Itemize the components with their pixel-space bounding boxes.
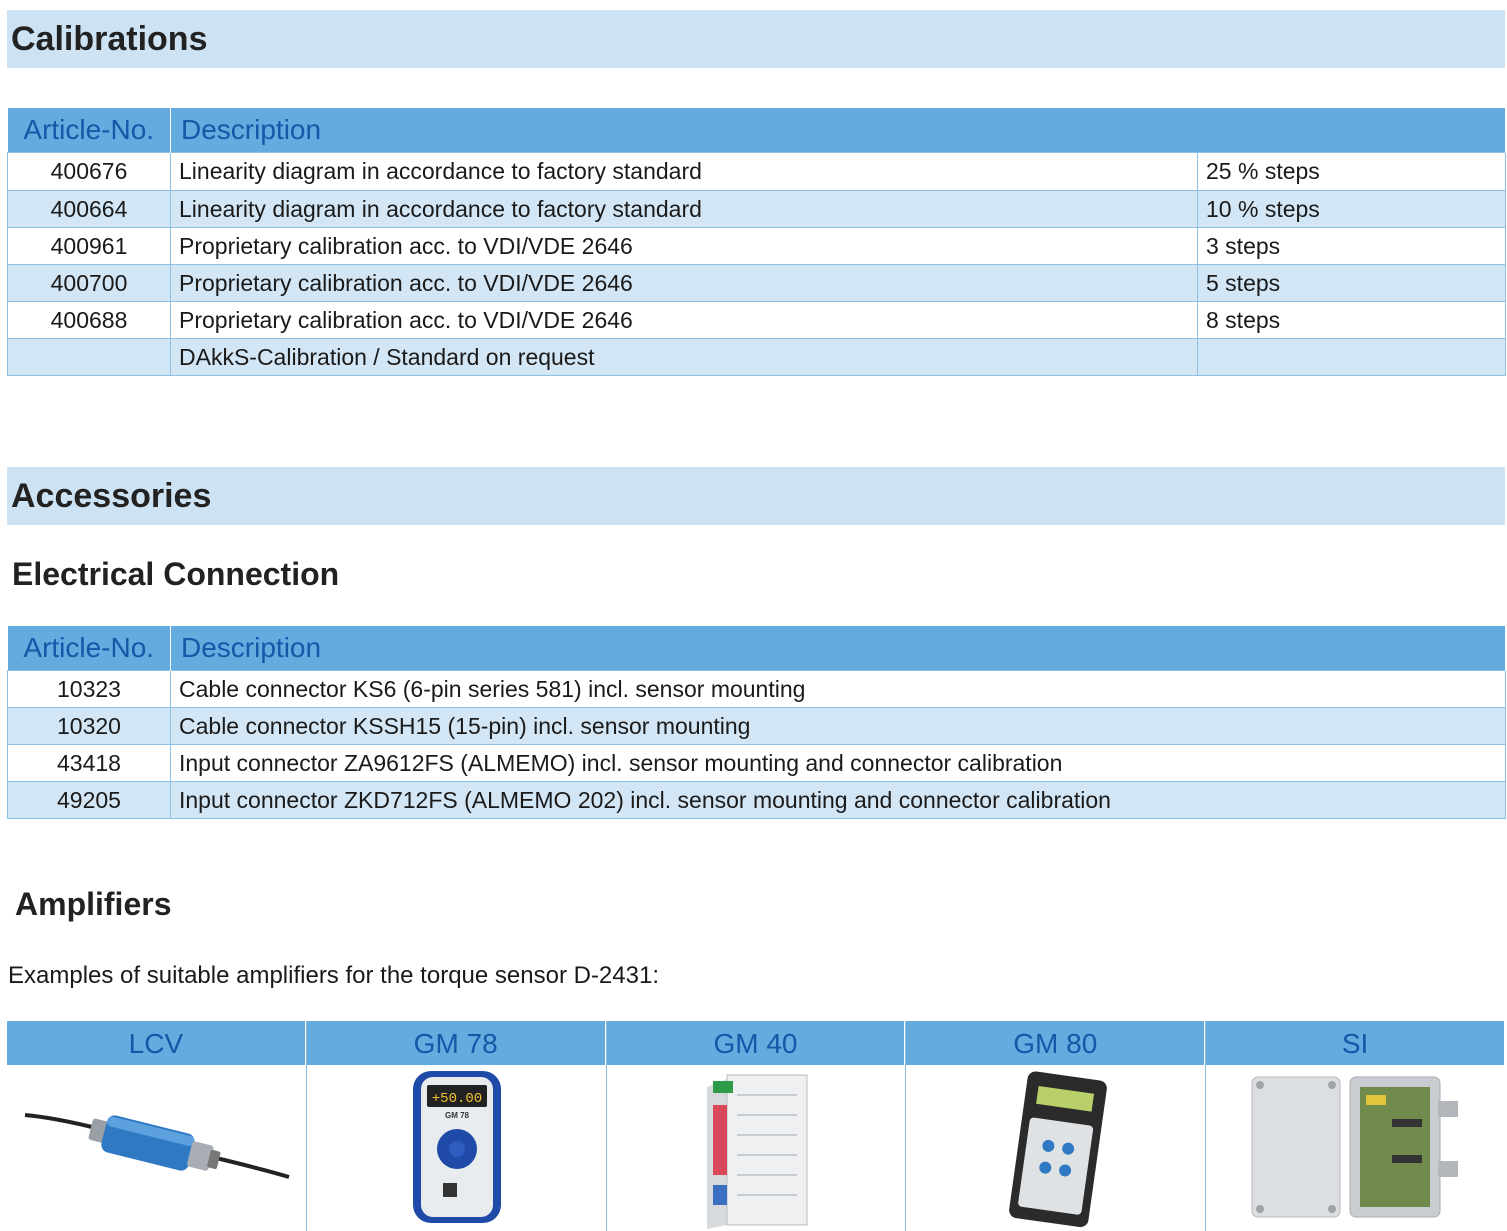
handheld-meter-image [906,1065,1205,1231]
electrical-connection-table [7,626,1506,819]
amplifier-gm78 [306,1021,606,1231]
table-row [8,339,1506,376]
table-row [8,191,1506,228]
article-cell: 400700 [8,265,171,302]
description-cell: DAkkS-Calibration / Standard on request [171,339,1198,376]
article-cell: 400688 [8,302,171,339]
note-cell: 8 steps [1198,302,1506,339]
description-header: Description [171,626,1506,671]
calibrations-title: Calibrations [11,20,208,58]
accessories-band [7,467,1505,525]
amplifier-lcv [7,1021,306,1231]
description-cell: Proprietary calibration acc. to VDI/VDE 2646 [171,265,1198,302]
table-row [8,302,1506,339]
electrical-connection-title: Electrical Connection [12,556,340,592]
table-row [8,708,1506,745]
amplifiers-grid [7,1021,1505,1231]
amplifier-name: GM 78 [307,1021,606,1065]
article-cell: 49205 [8,782,171,819]
article-cell: 400961 [8,228,171,265]
amplifiers-intro: Examples of suitable amplifiers for the torque sensor D-2431: [8,962,659,989]
amplifier-gm80 [905,1021,1205,1231]
article-cell: 10320 [8,708,171,745]
note-cell: 25 % steps [1198,153,1506,191]
article-cell [8,339,171,376]
svg-text:+50.00: +50.00 [431,1091,483,1107]
article-cell: 400676 [8,153,171,191]
table-row [8,153,1506,191]
note-cell [1198,339,1506,376]
amplifier-name: SI [1206,1021,1505,1065]
description-cell: Proprietary calibration acc. to VDI/VDE 2646 [171,228,1198,265]
description-cell: Cable connector KS6 (6-pin series 581) incl. sensor mounting [171,671,1506,708]
accessories-title: Accessories [11,477,212,515]
note-cell: 10 % steps [1198,191,1506,228]
description-header: Description [171,108,1506,153]
table-row [8,671,1506,708]
amplifiers-title: Amplifiers [15,886,172,922]
din-rail-module-image [607,1065,906,1231]
amplifier-name: GM 40 [607,1021,906,1065]
table-row [8,265,1506,302]
description-cell: Linearity diagram in accordance to factory standard [171,153,1198,191]
description-cell: Proprietary calibration acc. to VDI/VDE 2646 [171,302,1198,339]
article-header: Article-No. [8,108,171,153]
article-cell: 400664 [8,191,171,228]
inline-amplifier-image [7,1065,306,1231]
amplifier-name: LCV [7,1021,306,1065]
note-cell: 5 steps [1198,265,1506,302]
junction-box-image [1206,1065,1505,1231]
table-row [8,745,1506,782]
article-header: Article-No. [8,626,171,671]
svg-text:GM 78: GM 78 [444,1111,469,1120]
handheld-display-image [307,1065,606,1231]
table-row [8,228,1506,265]
article-cell: 43418 [8,745,171,782]
description-cell: Linearity diagram in accordance to factory standard [171,191,1198,228]
description-cell: Input connector ZA9612FS (ALMEMO) incl. sensor mounting and connector calibration [171,745,1506,782]
note-cell: 3 steps [1198,228,1506,265]
description-cell: Cable connector KSSH15 (15-pin) incl. sensor mounting [171,708,1506,745]
calibrations-header-row [8,108,1506,153]
table-row [8,782,1506,819]
calibrations-band [7,10,1505,68]
article-cell: 10323 [8,671,171,708]
electrical-header-row [8,626,1506,671]
amplifier-si [1205,1021,1505,1231]
amplifier-gm40 [606,1021,906,1231]
calibrations-table [7,108,1506,376]
amplifier-name: GM 80 [906,1021,1205,1065]
description-cell: Input connector ZKD712FS (ALMEMO 202) incl. sensor mounting and connector calibration [171,782,1506,819]
